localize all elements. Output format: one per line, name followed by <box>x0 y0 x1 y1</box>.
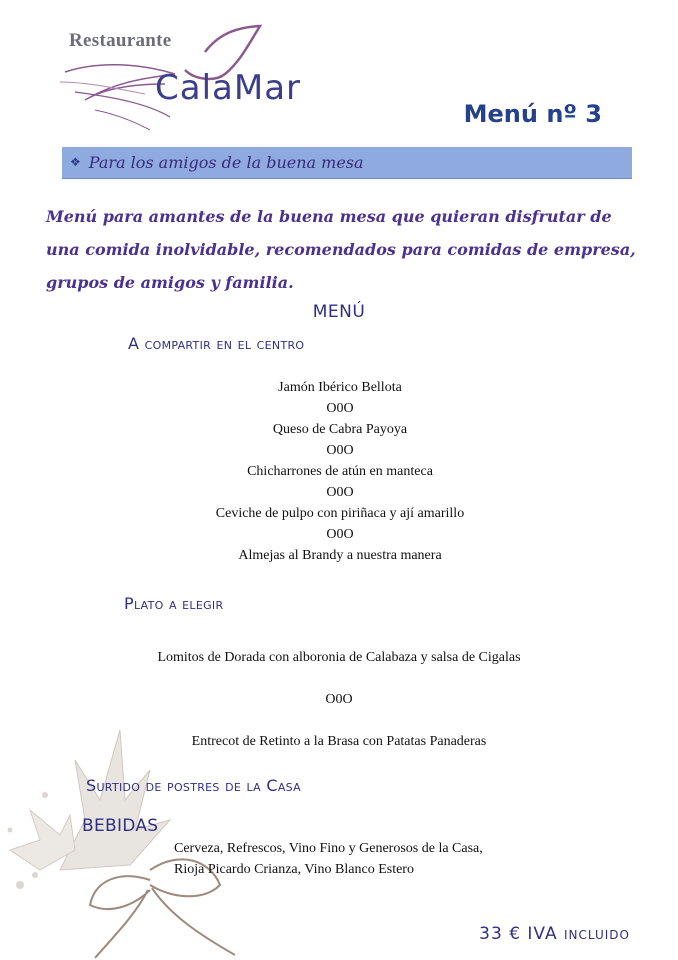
decorative-holly-icon <box>0 700 320 960</box>
section-title-bebidas: BEBIDAS <box>82 816 159 836</box>
dish-separator: O0O <box>326 401 354 416</box>
main-dish-option-1: Lomitos de Dorada con alboronia de Calabaza y salsa de Cigalas <box>157 650 521 665</box>
dish-item: Almejas al Brandy a nuestra manera <box>238 548 442 563</box>
dish-item: Chicharrones de atún en manteca <box>247 464 433 479</box>
menu-number: Menú nº 3 <box>463 100 602 128</box>
intro-paragraph: Menú para amantes de la buena mesa que quieran disfrutar de una comida inolvidable, recomendados para comidas de empresa, grupos de amigos y familia. <box>46 207 636 292</box>
dish-separator: O0O <box>326 485 354 500</box>
section-title-plato: Plato a elegir <box>124 594 224 613</box>
subtitle-banner <box>62 147 632 179</box>
banner-text: Para los amigos de la buena mesa <box>88 153 364 172</box>
section-title-postres: Surtido de postres de la Casa <box>86 776 301 795</box>
logo-name-text: CalaMar <box>155 68 302 108</box>
dish-separator: O0O <box>326 527 354 542</box>
dish-item: Ceviche de pulpo con piriñaca y ají amarillo <box>215 506 465 521</box>
dish-item: Jamón Ibérico Bellota <box>278 380 402 395</box>
dish-item: Queso de Cabra Payoya <box>272 422 408 437</box>
dish-separator: O0O <box>326 443 354 458</box>
logo-restaurante-text: Restaurante <box>69 30 172 51</box>
menu-heading: MENÚ <box>312 302 366 322</box>
section-title-compartir: A compartir en el centro <box>128 334 305 353</box>
main-dish-option-2: Entrecot de Retinto a la Brasa con Patatas Panaderas <box>191 734 487 749</box>
main-dish-separator: O0O <box>325 692 353 707</box>
price-label: 33 € IVA incluido <box>479 924 630 944</box>
compartir-dish-list <box>100 377 580 566</box>
diamond-bullet-icon: ❖ <box>70 155 81 169</box>
bebidas-description: Cerveza, Refrescos, Vino Fino y Generosos de la Casa, Rioja Picardo Crianza, Vino Blanco Estero <box>174 841 483 877</box>
restaurant-logo <box>55 22 315 132</box>
